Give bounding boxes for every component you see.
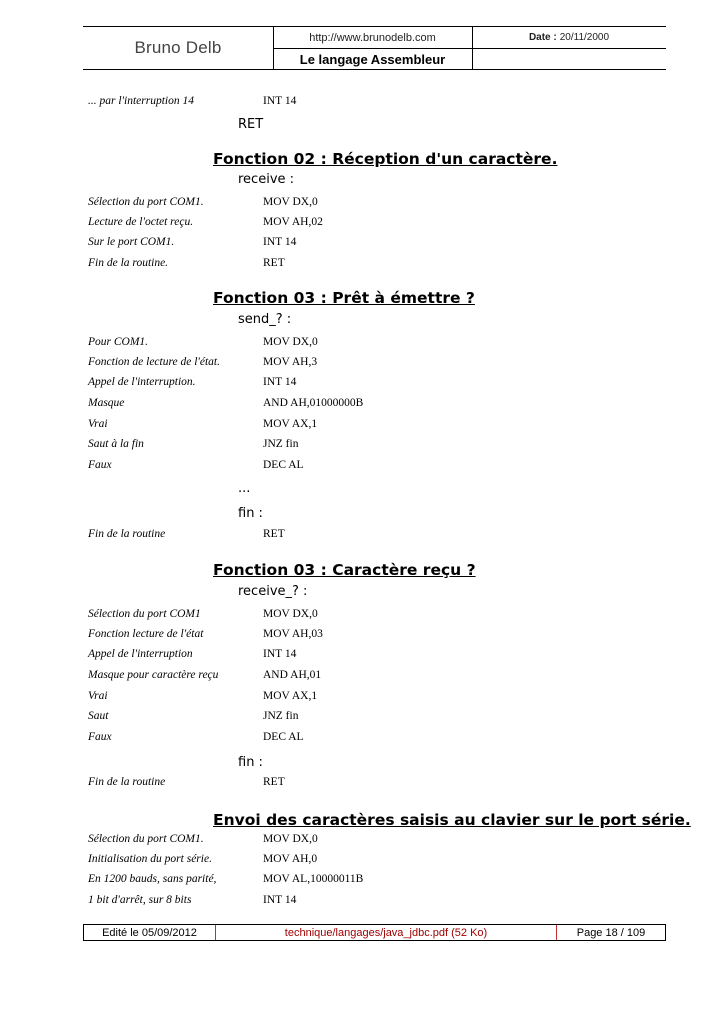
code-line xyxy=(88,397,688,417)
line-instruction: JNZ fin xyxy=(263,710,299,722)
line-comment: Fonction de lecture de l'état. xyxy=(88,356,221,368)
page-header xyxy=(83,26,666,70)
code-line xyxy=(88,376,688,396)
code-line xyxy=(88,873,688,893)
document-date xyxy=(472,27,666,48)
code-label-line xyxy=(88,584,688,604)
site-url[interactable]: http://www.brunodelb.com xyxy=(309,31,436,44)
code-label: fin : xyxy=(238,506,263,521)
line-comment: Initialisation du port série. xyxy=(88,853,212,865)
line-instruction: JNZ fin xyxy=(263,438,299,450)
line-comment: Faux xyxy=(88,459,112,471)
code-label: ... xyxy=(238,481,251,496)
code-line xyxy=(88,236,688,256)
section-heading: Envoi des caractères saisis au clavier sur le port série. xyxy=(213,811,691,829)
line-comment: Masque pour caractère reçu xyxy=(88,669,219,681)
date-value: 20/11/2000 xyxy=(559,32,610,43)
edited-date: Edité le 05/09/2012 xyxy=(102,926,197,939)
code-line xyxy=(88,690,688,710)
line-comment: Sur le port COM1. xyxy=(88,236,175,248)
line-instruction: RET xyxy=(263,776,285,788)
line-instruction: DEC AL xyxy=(263,731,304,743)
line-instruction: MOV AH,0 xyxy=(263,853,318,865)
document-subject: Le langage Assembleur xyxy=(299,51,446,67)
code-label: RET xyxy=(238,117,264,132)
code-label-line xyxy=(88,312,688,332)
line-comment: Appel de l'interruption. xyxy=(88,376,196,388)
line-comment: Appel de l'interruption xyxy=(88,648,193,660)
code-label-line xyxy=(88,172,688,192)
date-label: Date : xyxy=(528,32,557,43)
line-comment: Vrai xyxy=(88,690,108,702)
line-instruction: INT 14 xyxy=(263,376,297,388)
code-line xyxy=(88,628,688,648)
code-line xyxy=(88,853,688,873)
section-heading-line xyxy=(88,289,688,309)
file-path-link[interactable]: technique/langages/java_jdbc.pdf (52 Ko) xyxy=(284,926,488,939)
code-line xyxy=(88,608,688,628)
line-comment: En 1200 bauds, sans parité, xyxy=(88,873,217,885)
line-instruction: MOV DX,0 xyxy=(263,196,318,208)
line-instruction: MOV DX,0 xyxy=(263,336,318,348)
line-instruction: RET xyxy=(263,257,285,269)
section-heading: Fonction 03 : Caractère reçu ? xyxy=(213,561,476,579)
code-label-line xyxy=(88,117,688,137)
line-instruction: MOV AX,1 xyxy=(263,690,318,702)
code-line xyxy=(88,459,688,479)
code-line xyxy=(88,833,688,853)
code-line xyxy=(88,528,688,548)
code-line xyxy=(88,648,688,668)
line-comment: Pour COM1. xyxy=(88,336,149,348)
code-label-line xyxy=(88,481,688,501)
line-comment: 1 bit d'arrêt, sur 8 bits xyxy=(88,894,192,906)
line-instruction: MOV DX,0 xyxy=(263,833,318,845)
line-instruction: INT 14 xyxy=(263,236,297,248)
code-label-line xyxy=(88,755,688,775)
line-comment: Faux xyxy=(88,731,112,743)
code-line xyxy=(88,776,688,796)
code-line xyxy=(88,196,688,216)
line-comment: Vrai xyxy=(88,418,108,430)
line-instruction: MOV AH,03 xyxy=(263,628,323,640)
line-instruction: INT 14 xyxy=(263,894,297,906)
code-line xyxy=(88,95,688,115)
line-instruction: AND AH,01000000B xyxy=(263,397,364,409)
code-label: fin : xyxy=(238,755,263,770)
code-label: send_? : xyxy=(238,312,292,327)
line-comment: Sélection du port COM1. xyxy=(88,196,204,208)
line-comment: Fin de la routine xyxy=(88,528,166,540)
line-comment: Fin de la routine. xyxy=(88,257,169,269)
code-line xyxy=(88,438,688,458)
code-line xyxy=(88,731,688,751)
line-instruction: INT 14 xyxy=(263,95,297,107)
line-instruction: MOV DX,0 xyxy=(263,608,318,620)
code-line xyxy=(88,257,688,277)
page-number: Page 18 / 109 xyxy=(576,926,646,939)
code-line xyxy=(88,418,688,438)
code-label: receive : xyxy=(238,172,295,187)
section-heading-line xyxy=(88,811,691,831)
code-line xyxy=(88,894,688,914)
line-comment: ... par l'interruption 14 xyxy=(88,95,194,107)
section-heading: Fonction 03 : Prêt à émettre ? xyxy=(213,289,475,307)
line-comment: Fonction lecture de l'état xyxy=(88,628,204,640)
line-instruction: AND AH,01 xyxy=(263,669,322,681)
code-line xyxy=(88,216,688,236)
code-label: receive_? : xyxy=(238,584,308,599)
line-instruction: RET xyxy=(263,528,285,540)
line-comment: Sélection du port COM1 xyxy=(88,608,201,620)
page-footer xyxy=(83,924,666,941)
code-line xyxy=(88,710,688,730)
code-line xyxy=(88,356,688,376)
line-comment: Saut xyxy=(88,710,109,722)
author-name: Bruno Delb xyxy=(134,38,222,57)
code-line xyxy=(88,336,688,356)
line-comment: Lecture de l'octet reçu. xyxy=(88,216,194,228)
line-comment: Sélection du port COM1. xyxy=(88,833,204,845)
section-heading-line xyxy=(88,150,688,170)
line-comment: Fin de la routine xyxy=(88,776,166,788)
section-heading-line xyxy=(88,561,688,581)
code-line xyxy=(88,669,688,689)
line-instruction: MOV AH,02 xyxy=(263,216,323,228)
line-instruction: MOV AL,10000011B xyxy=(263,873,364,885)
line-comment: Saut à la fin xyxy=(88,438,144,450)
line-instruction: MOV AX,1 xyxy=(263,418,318,430)
section-heading: Fonction 02 : Réception d'un caractère. xyxy=(213,150,558,168)
code-label-line xyxy=(88,506,688,526)
line-comment: Masque xyxy=(88,397,125,409)
line-instruction: INT 14 xyxy=(263,648,297,660)
line-instruction: MOV AH,3 xyxy=(263,356,318,368)
line-instruction: DEC AL xyxy=(263,459,304,471)
